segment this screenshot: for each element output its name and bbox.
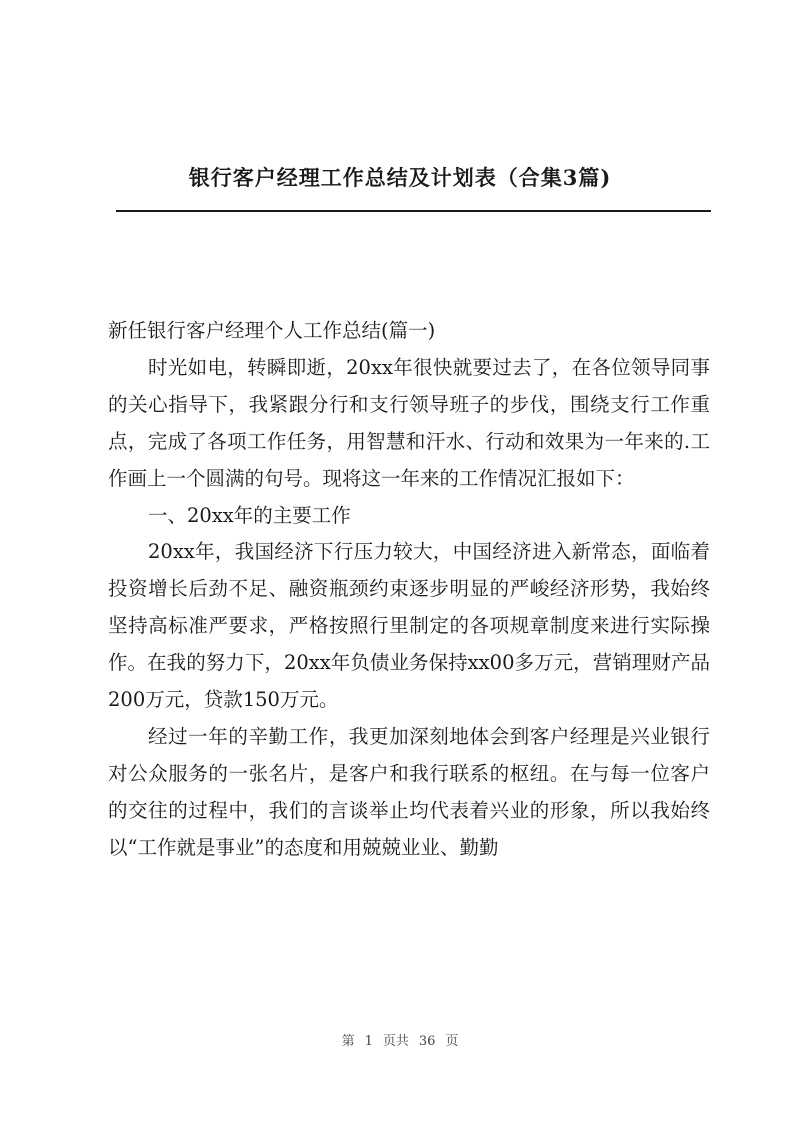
footer-prefix: 第 bbox=[341, 1034, 355, 1049]
subsection-heading: 一、20xx年的主要工作 bbox=[148, 503, 351, 527]
body-paragraph: 经过一年的辛勤工作，我更加深刻地体会到客户经理是兴业银行对公众服务的一张名片，是客户和我行联系的枢纽。在与每一位客户的交往的过程中，我们的言谈举止均代表着兴业的形象，所以我始终以“工作就是事业”的态度和用兢兢业业、勤勤 bbox=[108, 724, 710, 859]
body-paragraph: 时光如电，转瞬即逝，20xx年很快就要过去了，在各位领导同事的关心指导下，我紧跟分行和支行领导班子的步伐，围绕支行工作重点，完成了各项工作任务，用智慧和汗水、行动和效果为一年来的.工作画上一个圆满的句号。现将这一年来的工作情况汇报如下： bbox=[108, 355, 710, 490]
body-paragraph: 20xx年，我国经济下行压力较大，中国经济进入新常态，面临着投资增长后劲不足、融资瓶颈约束逐步明显的严峻经济形势，我始终坚持高标准严要求，严格按照行里制定的各项规章制度来进行实际操作。在我的努力下，20xx年负债业务保持xx00多万元，营销理财产品200万元，贷款150万元。 bbox=[108, 540, 710, 712]
page-footer bbox=[0, 1030, 800, 1049]
title-underline bbox=[116, 210, 711, 212]
total-pages-number: 36 bbox=[418, 1034, 436, 1049]
footer-suffix: 页 bbox=[445, 1034, 459, 1049]
section-heading: 新任银行客户经理个人工作总结(篇一) bbox=[108, 319, 436, 342]
footer-middle: 页共 bbox=[382, 1034, 409, 1049]
document-body bbox=[108, 313, 710, 867]
current-page-number: 1 bbox=[364, 1034, 373, 1049]
document-title: 银行客户经理工作总结及计划表（合集3篇) bbox=[188, 165, 612, 190]
